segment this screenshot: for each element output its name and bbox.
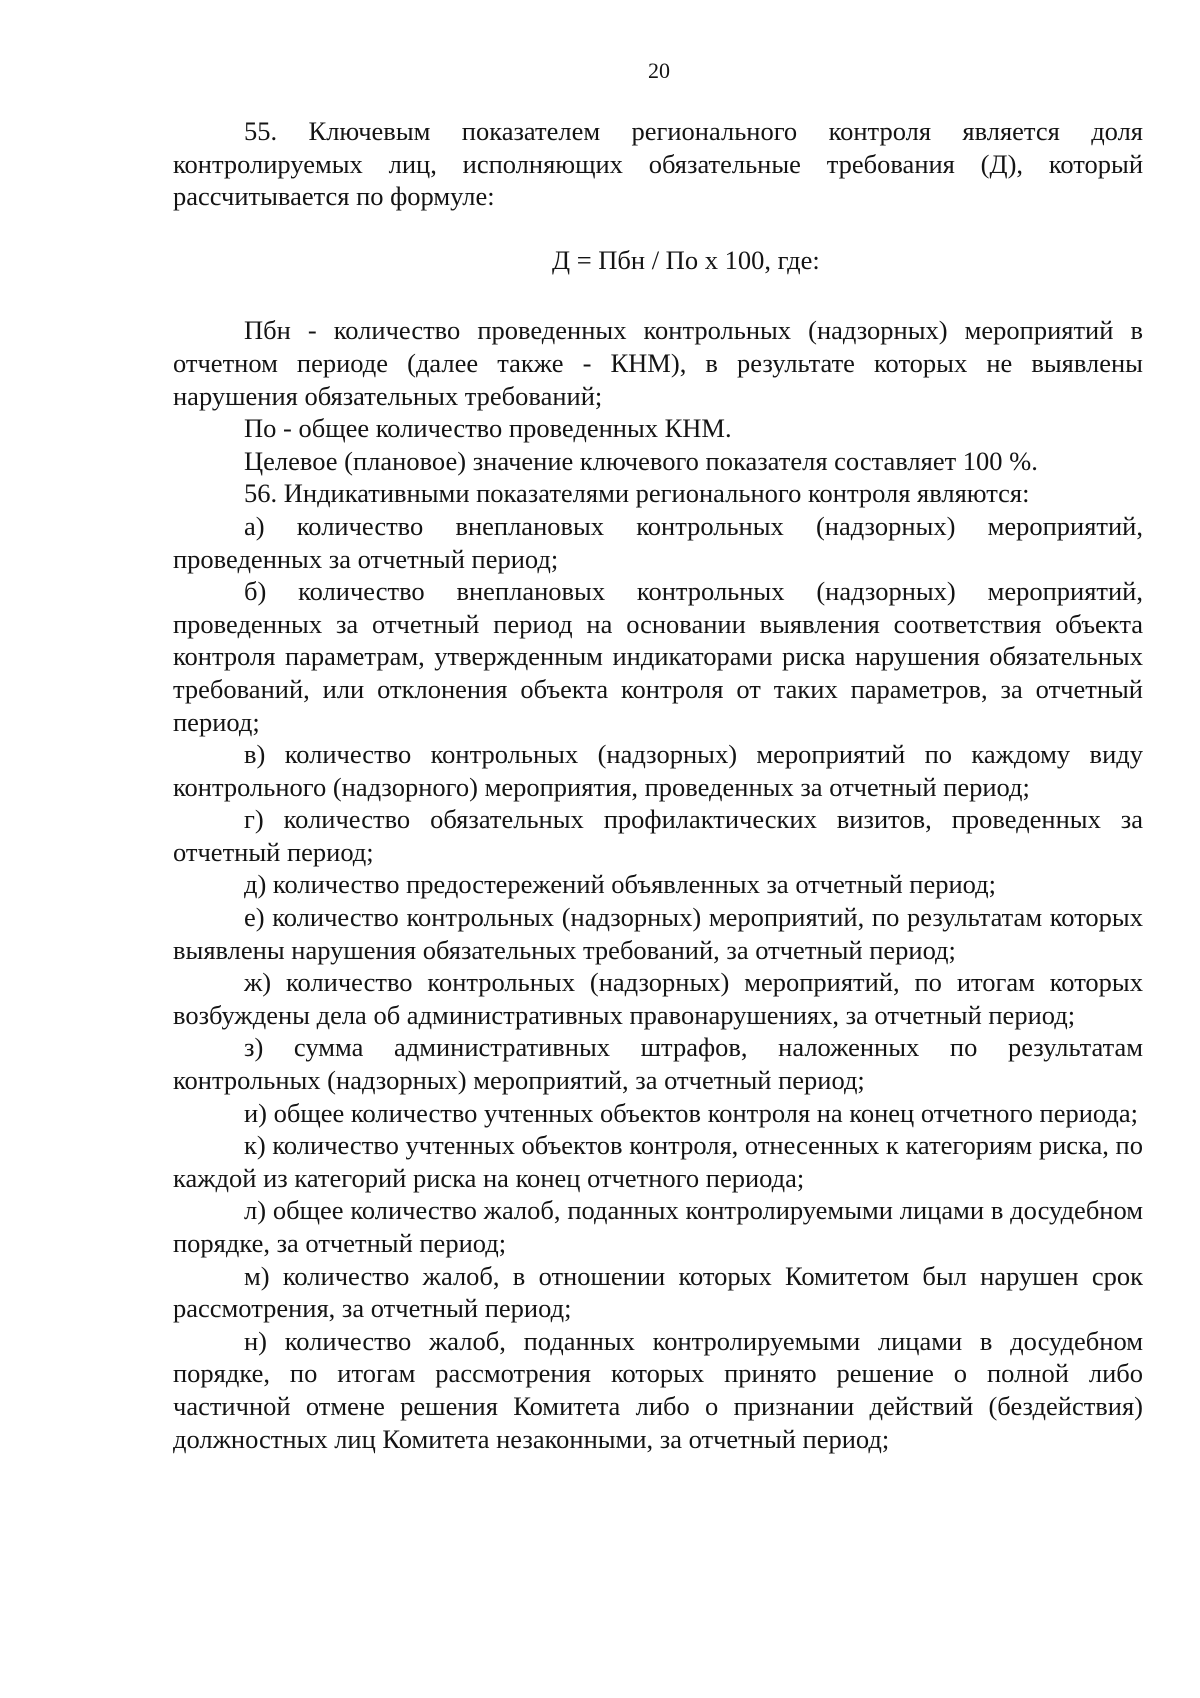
indicator-n: н) количество жалоб, поданных контролируемыми лицами в досудебном порядке, по итогам рассмотрения которых принято решение о полной либо частичной отмене решения Комитета либо о признании действий (бездействия) должностных лиц Комитета незаконными, за отчетный период; (173, 1325, 1143, 1454)
indicator-zh: ж) количество контрольных (надзорных) мероприятий, по итогам которых возбуждены дела об административных правонарушениях, за отчетный период; (173, 967, 1143, 1030)
document-body (173, 115, 1143, 1455)
indicator-a: а) количество внеплановых контрольных (надзорных) мероприятий, проведенных за отчетный период; (173, 510, 1143, 574)
indicator-b: б) количество внеплановых контрольных (надзорных) мероприятий, проведенных за отчетный период на основании выявления соответствия объекта контроля параметрам, утвержденным индикаторами риска нарушения обязательных требований, или отклонения объекта контроля от таких параметров, за отчетный период; (173, 576, 1143, 737)
indicator-d: д) количество предостережений объявленных за отчетный период; (244, 869, 996, 900)
paragraph-55-intro: 55. Ключевым показателем регионального контроля является доля контролируемых лиц, исполняющих обязательные требования (Д), который рассчитывается по формуле: (173, 116, 1143, 212)
definition-pbn: Пбн - количество проведенных контрольных (надзорных) мероприятий в отчетном периоде (далее также - КНМ), в результате которых не выявлены нарушения обязательных требований; (173, 315, 1143, 411)
formula: Д = Пбн / По х 100, где: (552, 244, 820, 275)
indicator-z: з) сумма административных штрафов, наложенных по результатам контрольных (надзорных) мероприятий, за отчетный период; (173, 1032, 1143, 1096)
indicator-g: г) количество обязательных профилактических визитов, проведенных за отчетный период; (173, 804, 1143, 867)
indicator-v: в) количество контрольных (надзорных) мероприятий по каждому виду контрольного (надзорного) мероприятия, проведенных за отчетный период; (173, 739, 1143, 802)
definition-po: По - общее количество проведенных КНМ. (244, 413, 732, 444)
indicator-e: е) количество контрольных (надзорных) мероприятий, по результатам которых выявлены нарушения обязательных требований, за отчетный период; (173, 902, 1143, 965)
page-number: 20 (648, 58, 670, 83)
paragraph-56-heading: 56. Индикативными показателями регионального контроля являются: (244, 478, 1030, 509)
indicator-i: и) общее количество учтенных объектов контроля на конец отчетного периода; (244, 1097, 1138, 1128)
target-value: Целевое (плановое) значение ключевого показателя составляет 100 %. (244, 445, 1038, 476)
indicator-k: к) количество учтенных объектов контроля, отнесенных к категориям риска, по каждой из категорий риска на конец отчетного периода; (173, 1130, 1143, 1193)
indicator-m: м) количество жалоб, в отношении которых Комитетом был нарушен срок рассмотрения, за отчетный период; (173, 1260, 1143, 1324)
indicator-l: л) общее количество жалоб, поданных контролируемыми лицами в досудебном порядке, за отчетный период; (173, 1195, 1143, 1258)
